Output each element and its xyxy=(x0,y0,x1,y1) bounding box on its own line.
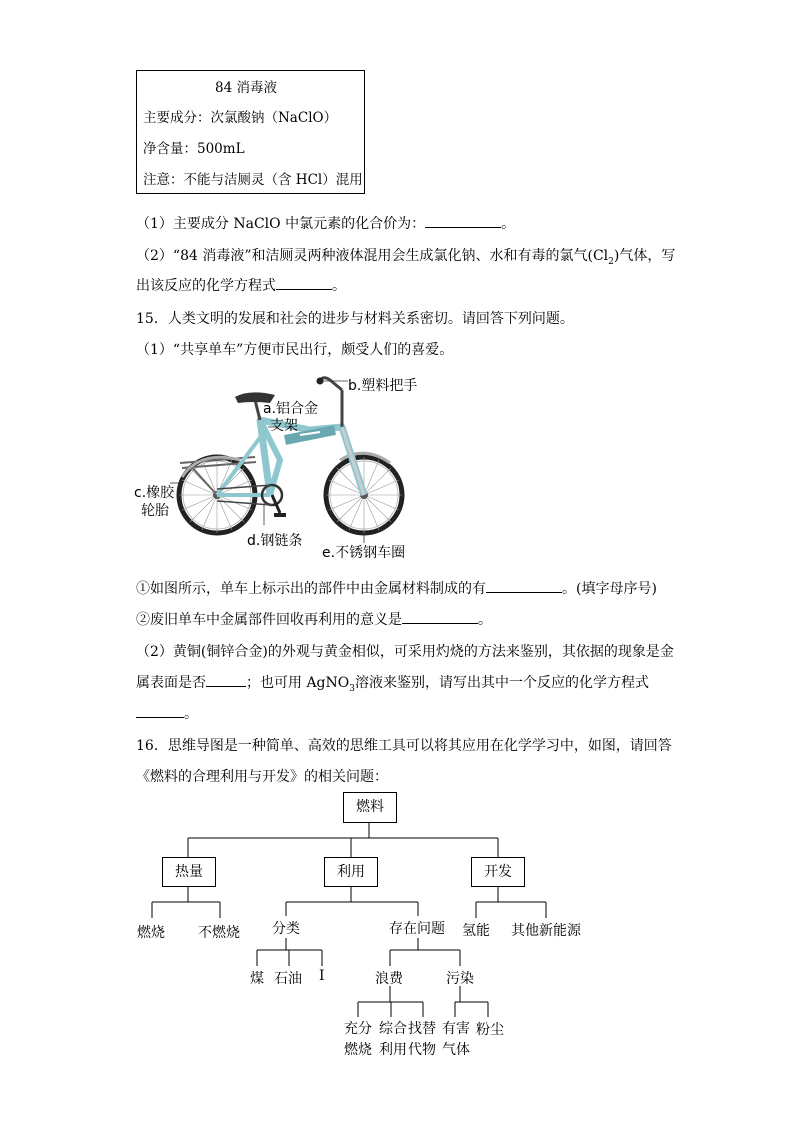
mindmap-full-burn-line1: 充分 xyxy=(344,1021,372,1037)
mindmap-hydrogen: 氢能 xyxy=(462,923,490,939)
subscript: 2 xyxy=(608,256,614,267)
q15-intro: 15．人类文明的发展和社会的进步与材料关系密切。请回答下列问题。 xyxy=(136,311,574,327)
mindmap-node-develop: 开发 xyxy=(471,857,525,887)
q15-part2-end: 溶液来鉴别，请写出其中一个反应的化学方程式 xyxy=(354,675,649,691)
q15-sub1-end: 。(填字母序号) xyxy=(562,581,657,597)
q14-part2-text2: 出该反应的化学方程式 xyxy=(136,278,276,294)
bike-label-chain: d.钢链条 xyxy=(247,533,303,549)
q14-part2-text: （2）“84 消毒液”和洁厕灵两种液体混用会生成氯化钠、水和有毒的氯气(Cl xyxy=(136,248,609,264)
label-ingredient: 主要成分：次氯酸钠（NaClO） xyxy=(143,110,338,126)
mindmap-full-burn-line2: 燃烧 xyxy=(344,1042,372,1058)
label-warning: 注意：不能与洁厕灵（含 HCl）混用 xyxy=(143,172,363,188)
q15-part2-line1: （2）黄铜(铜锌合金)的外观与黄金相似，可采用灼烧的方法来鉴别，其依据的现象是金 xyxy=(136,644,674,660)
bike-label-tire: c.橡胶 xyxy=(134,485,175,501)
mindmap-harmful-gas-line1: 有害 xyxy=(442,1021,470,1037)
mindmap-other-energy: 其他新能源 xyxy=(511,923,581,939)
mindmap-comprehensive-use-line2: 利用代物 xyxy=(379,1042,436,1058)
mindmap-oil: 石油 xyxy=(274,971,302,987)
mindmap-classify: 分类 xyxy=(272,921,300,937)
q15-part2-end2: 。 xyxy=(184,706,198,722)
q15-part2-text: 属表面是否 xyxy=(136,675,206,691)
q16-intro-line1: 16．思维导图是一种简单、高效的思维工具可以将其应用在化学学习中，如图，请回答 xyxy=(136,738,672,754)
q15-sub2-text: ②废旧单车中金属部件回收再利用的意义是 xyxy=(136,612,402,628)
bike-label-frame-2: 支架 xyxy=(270,418,298,434)
mindmap-comprehensive-use xyxy=(379,1019,436,1061)
q14-part1-end: 。 xyxy=(501,216,516,232)
mindmap-root-fuel: 燃料 xyxy=(343,792,397,823)
bike-label-handle: b.塑料把手 xyxy=(348,378,418,394)
bike-label-frame: a.铝合金 xyxy=(263,401,319,417)
mindmap-full-burn xyxy=(344,1019,372,1061)
q14-part2-end2: 。 xyxy=(332,278,346,294)
mindmap-dust: 粉尘 xyxy=(476,1022,504,1038)
label-title: 84 消毒液 xyxy=(215,80,277,96)
mindmap-node-use: 利用 xyxy=(324,857,378,887)
subscript: 3 xyxy=(349,683,355,694)
mindmap-harmful-gas-line2: 气体 xyxy=(442,1042,470,1058)
q15-part1: （1）“共享单车”方便市民出行，颇受人们的喜爱。 xyxy=(136,342,454,358)
q15-sub1-text: ①如图所示，单车上标示出的部件中由金属材料制成的有 xyxy=(136,581,486,597)
mindmap-node-heat: 热量 xyxy=(162,857,216,887)
q15-sub2-end: 。 xyxy=(478,612,492,628)
label-volume: 净含量：500mL xyxy=(143,141,245,157)
q14-part1-text: （1）主要成分 NaClO 中氯元素的化合价为： xyxy=(136,216,426,232)
q16-intro-line2: 《燃料的合理利用与开发》的相关问题： xyxy=(136,769,388,785)
mindmap-blank-i: I xyxy=(319,968,325,984)
q14-part2-end: )气体，写 xyxy=(613,248,676,264)
mindmap-harmful-gas xyxy=(442,1019,470,1061)
mindmap-coal: 煤 xyxy=(250,971,264,987)
q15-part2-mid: ；也可用 AgNO xyxy=(246,675,350,691)
mindmap-waste: 浪费 xyxy=(375,971,403,987)
mindmap-heat-burn: 燃烧 xyxy=(137,925,165,941)
bike-label-rim: e.不锈钢车圈 xyxy=(322,545,406,561)
bike-label-tire-2: 轮胎 xyxy=(141,503,169,519)
mindmap-comprehensive-use-line1: 综合找替 xyxy=(379,1021,436,1037)
mindmap-pollution: 污染 xyxy=(446,971,474,987)
mindmap-problems: 存在问题 xyxy=(389,921,445,937)
mindmap-heat-noburn: 不燃烧 xyxy=(198,925,240,941)
